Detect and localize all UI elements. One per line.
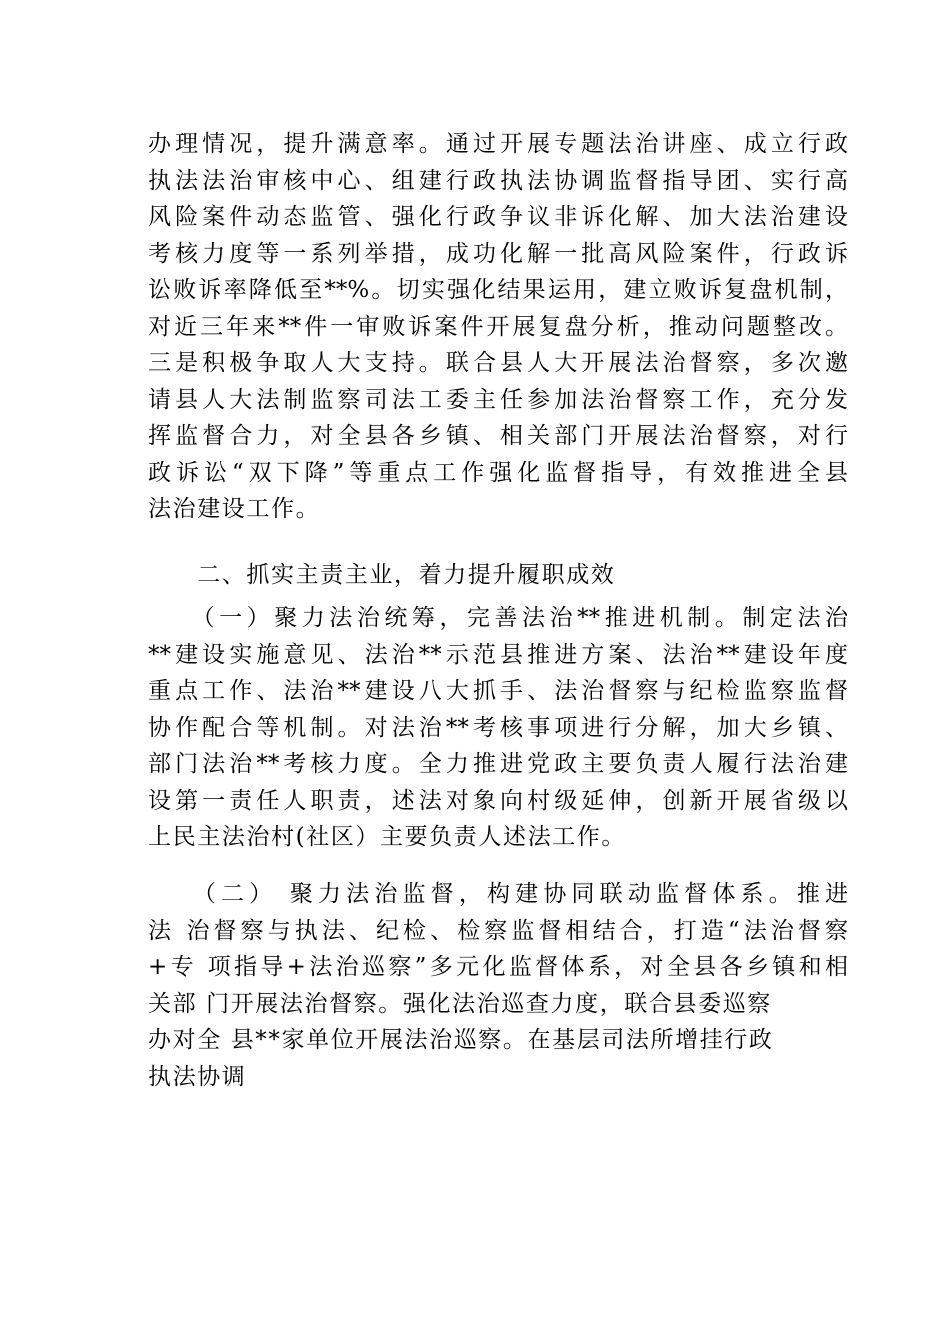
text-line: 协作配合等机制。对法治**考核事项进行分解，加大乡镇、 [148, 714, 848, 741]
paragraph-subsection-two [148, 876, 848, 1095]
text-line: 办理情况，提升满意率。通过开展专题法治讲座、成立行政 [148, 131, 848, 157]
paragraph-subsection-one [148, 600, 848, 856]
text-line: 法治建设工作。 [148, 496, 321, 522]
text-line: 挥监督合力，对全县各乡镇、相关部门开展法治督察，对行 [148, 423, 848, 449]
text-line: 法 治督察与执法、纪检、检察监督相结合，打造“法治督察 [148, 917, 848, 944]
text-line: **建设实施意见、法治**示范县推进方案、法治**建设年度 [148, 641, 848, 668]
text-line: 执法法治审核中心、组建行政执法协调监督指导团、实行高 [148, 167, 848, 194]
text-line: 政诉讼“双下降”等重点工作强化监督指导，有效推进全县 [148, 459, 848, 486]
text-line: 对近三年来**件一审败诉案件开展复盘分析，推动问题整改。 [148, 313, 848, 340]
text-line: 风险案件动态监管、强化行政争议非诉化解、加大法治建设 [148, 204, 848, 230]
text-line: 设第一责任人职责，述法对象向村级延伸，创新开展省级以 [148, 787, 848, 814]
text-line: +专 项指导+法治巡察”多元化监督体系，对全县各乡镇和相 [148, 954, 848, 980]
text-line: （一）聚力法治统筹，完善法治**推进机制。制定法治 [148, 605, 848, 631]
text-line: 讼败诉率降低至**%。切实强化结果运用，建立败诉复盘机制， [148, 277, 848, 303]
text-line: 关部 门开展法治督察。强化法治巡查力度，联合县委巡察 [148, 990, 772, 1017]
text-line: 办对全 县**家单位开展法治巡察。在基层司法所增挂行政 [148, 1027, 774, 1053]
section-heading-two [148, 557, 848, 594]
text-line: 执法协调 [148, 1063, 247, 1090]
text-line: 三是积极争取人大支持。联合县人大开展法治督察，多次邀 [148, 350, 848, 376]
text-line: 上民主法治村(社区）主要负责人述法工作。 [148, 824, 626, 850]
text-line: 请县人大法制监察司法工委主任参加法治督察工作，充分发 [148, 386, 848, 413]
text-line: 重点工作、法治**建设八大抓手、法治督察与纪检监察监督 [148, 678, 848, 704]
text-line: 考核力度等一系列举措，成功化解一批高风险案件，行政诉 [148, 240, 848, 267]
text-line: 部门法治**考核力度。全力推进党政主要负责人履行法治建 [148, 751, 848, 777]
paragraph-administrative-litigation [148, 126, 848, 528]
section-heading-text: 二、抓实主责主业，着力提升履职成效 [148, 562, 616, 588]
text-line: （二） 聚力法治监督，构建协同联动监督体系。推进 [148, 881, 848, 907]
